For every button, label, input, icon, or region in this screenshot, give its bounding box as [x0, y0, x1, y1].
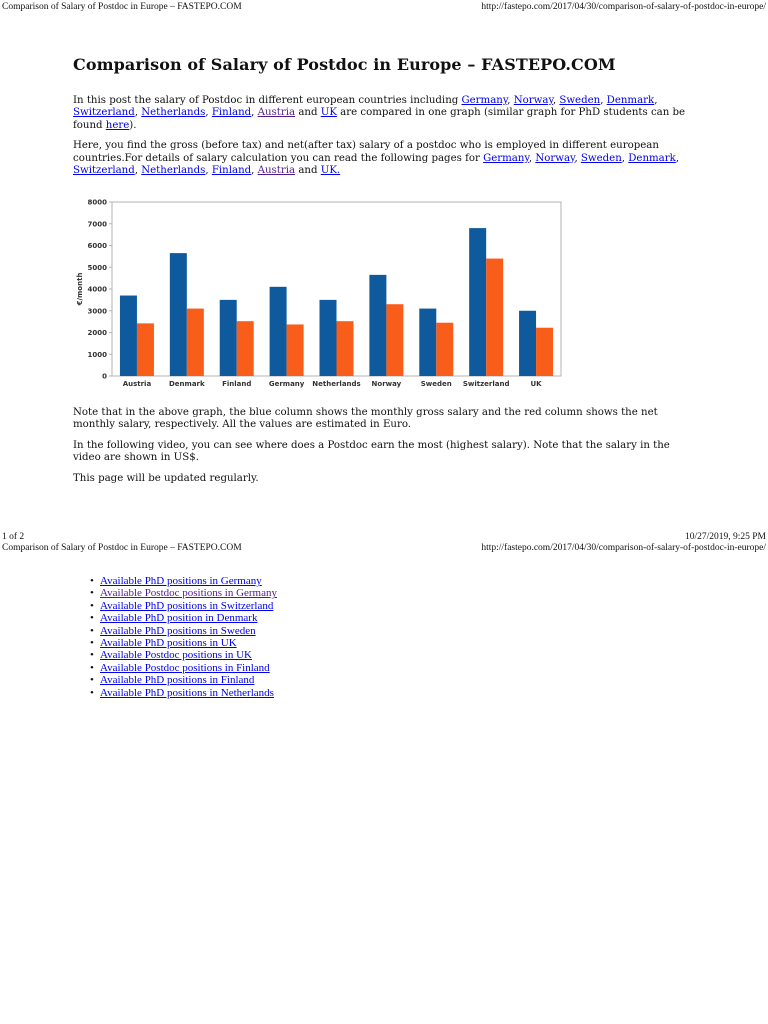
y-tick-label: 2000	[87, 329, 107, 337]
x-tick-label: Netherlands	[312, 380, 361, 388]
related-link[interactable]: Available PhD position in Denmark	[100, 612, 258, 625]
net-salary-bar	[187, 309, 204, 376]
list-item	[100, 575, 277, 587]
net-salary-bar	[436, 323, 453, 376]
link-netherlands-details[interactable]: Netherlands	[141, 165, 206, 177]
list-item	[100, 687, 277, 699]
link-switzerland[interactable]: Switzerland	[73, 107, 135, 119]
print-header-url: http://fastepo.com/2017/04/30/comparison-of-salary-of-postdoc-in-europe/	[481, 2, 766, 12]
y-tick-label: 7000	[87, 220, 107, 229]
related-link[interactable]: Available PhD positions in Switzerland	[100, 599, 274, 612]
list-item	[100, 612, 277, 624]
salary-bar-chart	[73, 193, 565, 393]
intro-text: ).	[129, 119, 137, 131]
x-tick-label: Germany	[268, 380, 305, 388]
x-tick-label: Austria	[122, 380, 152, 388]
link-finland[interactable]: Finland	[211, 107, 252, 119]
related-links-list	[100, 575, 277, 699]
link-uk-details[interactable]: UK.	[320, 165, 341, 177]
y-tick-label: 8000	[87, 198, 107, 207]
net-salary-bar	[337, 321, 354, 376]
net-salary-bar	[536, 328, 553, 376]
article-body	[73, 95, 695, 185]
print-header-title: Comparison of Salary of Postdoc in Europe – FASTEPO.COM	[2, 2, 242, 12]
net-salary-bar	[386, 304, 403, 376]
link-here[interactable]: here	[105, 119, 130, 131]
net-salary-bar	[237, 321, 254, 376]
page-title: Comparison of Salary of Postdoc in Europe – FASTEPO.COM	[73, 55, 616, 74]
video-note-paragraph: In the following video, you can see where does a Postdoc earn the most (highest salary). Note that the salary in the video are shown in US$.	[73, 439, 670, 464]
y-tick-label: 0	[102, 372, 107, 381]
chart-bars	[120, 228, 553, 376]
link-norway-details[interactable]: Norway	[535, 152, 575, 164]
list-item	[100, 662, 277, 674]
x-tick-label: Finland	[222, 380, 252, 388]
y-tick-label: 1000	[87, 350, 107, 359]
gross-salary-bar	[419, 309, 436, 376]
related-link[interactable]: Available Postdoc positions in Finland	[100, 661, 270, 674]
gross-salary-bar	[369, 275, 386, 376]
link-sweden[interactable]: Sweden	[559, 95, 601, 106]
salary-chart	[73, 193, 565, 397]
net-salary-bar	[287, 324, 304, 376]
related-link[interactable]: Available Postdoc positions in Germany	[100, 587, 277, 600]
net-salary-bar	[486, 259, 503, 376]
link-sweden-details[interactable]: Sweden	[580, 152, 622, 164]
related-link[interactable]: Available PhD positions in Germany	[100, 575, 262, 587]
link-denmark[interactable]: Denmark	[606, 95, 655, 106]
gross-salary-bar	[469, 228, 486, 376]
related-link[interactable]: Available PhD positions in UK	[100, 637, 237, 650]
list-item	[100, 649, 277, 661]
details-paragraph: Here, you find the gross (before tax) and net(after tax) salary of a postdoc who is employed in different european countries.For details of salary calculation you can read the following pages for Germany, Norway, Sweden, Denmark, Switzerland, Netherlands, Finland, Austria and UK.	[73, 140, 680, 177]
link-germany[interactable]: Germany	[461, 95, 508, 106]
article-notes	[73, 407, 695, 493]
link-switzerland-details[interactable]: Switzerland	[73, 165, 135, 177]
update-note-paragraph: This page will be updated regularly.	[73, 472, 259, 484]
link-netherlands[interactable]: Netherlands	[141, 107, 206, 119]
gross-salary-bar	[519, 311, 536, 376]
gross-salary-bar	[170, 253, 187, 376]
link-austria[interactable]: Austria	[257, 107, 296, 119]
article	[73, 55, 695, 74]
y-axis-label: €/month	[76, 272, 84, 306]
y-tick-label: 3000	[87, 307, 107, 316]
related-link[interactable]: Available PhD positions in Finland	[100, 674, 255, 687]
x-tick-label: UK	[530, 380, 542, 388]
intro-text: In this post the salary of Postdoc in different european countries including	[73, 95, 462, 106]
details-text: and	[295, 165, 321, 177]
details-text: Here, you find the gross (before tax) and net(after tax) salary of a postdoc who is employed in different european countries.For details of salary calculation you can read the following pages for	[73, 140, 659, 164]
related-link[interactable]: Available Postdoc positions in UK	[100, 649, 252, 662]
print-header-url: http://fastepo.com/2017/04/30/comparison-of-salary-of-postdoc-in-europe/	[481, 543, 766, 553]
x-tick-label: Switzerland	[462, 380, 510, 388]
related-link[interactable]: Available PhD positions in Netherlands	[100, 686, 274, 699]
x-tick-label: Norway	[371, 380, 402, 388]
link-austria-details[interactable]: Austria	[257, 165, 296, 177]
list-item	[100, 674, 277, 686]
x-tick-label: Sweden	[420, 380, 452, 388]
print-page-number: 1 of 2	[2, 532, 25, 542]
y-tick-label: 6000	[87, 242, 107, 250]
link-norway[interactable]: Norway	[513, 95, 553, 106]
link-finland-details[interactable]: Finland	[211, 165, 252, 177]
print-header-title: Comparison of Salary of Postdoc in Europe – FASTEPO.COM	[2, 543, 242, 553]
intro-text: are compared in one graph (similar graph for PhD students can be found	[73, 107, 686, 131]
link-uk[interactable]: UK	[320, 107, 337, 119]
y-tick-label: 4000	[87, 285, 107, 294]
print-datetime: 10/27/2019, 9:25 PM	[684, 532, 766, 542]
net-salary-bar	[137, 323, 154, 376]
gross-salary-bar	[220, 300, 237, 376]
intro-text: and	[295, 107, 321, 119]
link-denmark-details[interactable]: Denmark	[628, 152, 676, 164]
gross-salary-bar	[270, 287, 287, 376]
list-item	[100, 587, 277, 599]
link-germany-details[interactable]: Germany	[483, 152, 529, 164]
intro-paragraph: In this post the salary of Postdoc in different european countries including Germany, Norway, Sweden, Denmark, Switzerland, Netherlands, Finland, Austria and UK are compared in one graph (similar graph for PhD students can be found here).	[73, 95, 686, 131]
related-link[interactable]: Available PhD positions in Sweden	[100, 624, 256, 637]
x-tick-label: Denmark	[168, 380, 205, 388]
gross-salary-bar	[320, 300, 337, 376]
list-item	[100, 637, 277, 649]
y-tick-label: 5000	[87, 263, 107, 272]
list-item	[100, 600, 277, 612]
gross-salary-bar	[120, 296, 137, 376]
graph-note-paragraph: Note that in the above graph, the blue column shows the monthly gross salary and the red column shows the net monthly salary, respectively. All the values are estimated in Euro.	[73, 407, 658, 431]
list-item	[100, 625, 277, 637]
